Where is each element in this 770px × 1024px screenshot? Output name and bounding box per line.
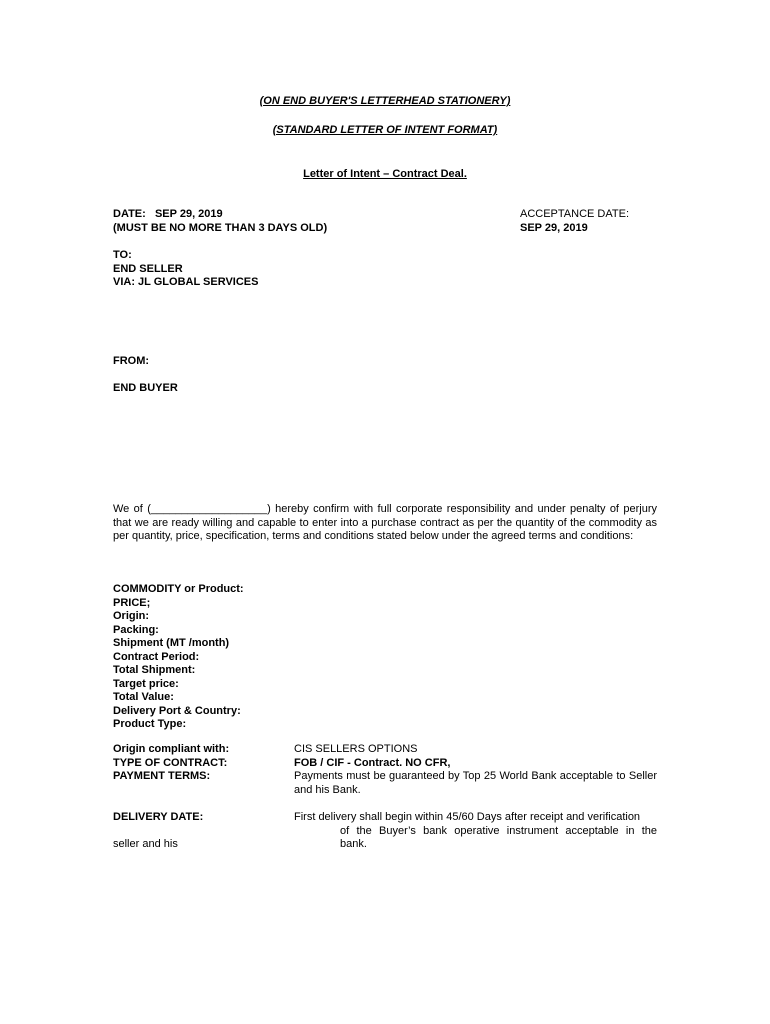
contract-type-value: FOB / CIF - Contract. NO CFR,	[294, 756, 451, 769]
to-block	[113, 249, 258, 290]
field-target-price: Target price:	[113, 677, 179, 690]
field-total-shipment: Total Shipment:	[113, 664, 196, 676]
payment-terms-label: PAYMENT TERMS:	[113, 770, 211, 782]
from-name: END BUYER	[113, 382, 178, 394]
date-note: (MUST BE NO MORE THAN 3 DAYS OLD)	[113, 222, 328, 234]
intro-paragraph: We of (___________________) hereby confirm with full corporate responsibility and under penalty of perjury that we are ready willing and capable to enter into a purchase contract as per the quantity of the commodity as per quantity, price, specification, terms and conditions stated below under the agreed terms and conditions:	[113, 503, 657, 542]
terms-labels	[113, 743, 229, 784]
date-label: DATE:	[113, 208, 146, 220]
format-note: (STANDARD LETTER OF INTENT FORMAT)	[272, 124, 498, 136]
acceptance-date-label: ACCEPTANCE DATE:	[520, 208, 629, 220]
from-label: FROM:	[113, 355, 150, 367]
delivery-line-2: of the Buyer’s bank operative instrument acceptable in the	[340, 824, 657, 837]
acceptance-date-value: SEP 29, 2019	[520, 222, 588, 234]
field-commodity: COMMODITY or Product:	[113, 583, 244, 595]
field-packing: Packing:	[113, 623, 159, 636]
delivery-line-3: bank.	[340, 838, 367, 850]
date-value: SEP 29, 2019	[154, 208, 223, 220]
field-origin: Origin:	[113, 610, 150, 622]
field-contract-period: Contract Period:	[113, 650, 200, 663]
payment-terms-value: Payments must be guaranteed by Top 25 World Bank acceptable to Seller and his Bank.	[294, 770, 657, 796]
origin-compliant-value: CIS SELLERS OPTIONS	[294, 743, 418, 755]
date-line	[113, 208, 223, 220]
to-line: END SELLER	[113, 262, 183, 275]
document-title: Letter of Intent – Contract Deal.	[303, 168, 467, 180]
delivery-sub-label: seller and his	[113, 838, 178, 850]
delivery-line-1: First delivery shall begin within 45/60 Days after receipt and verification	[294, 811, 641, 823]
to-label: TO:	[113, 249, 132, 261]
field-price: PRICE;	[113, 596, 151, 609]
delivery-date-label: DELIVERY DATE:	[113, 811, 204, 823]
field-total-value: Total Value:	[113, 691, 174, 703]
field-shipment: Shipment (MT /month)	[113, 637, 230, 649]
contract-type-label: TYPE OF CONTRACT:	[113, 756, 228, 769]
field-delivery-port: Delivery Port & Country:	[113, 704, 241, 717]
letterhead-note: (ON END BUYER'S LETTERHEAD STATIONERY)	[259, 95, 511, 107]
field-product-type: Product Type:	[113, 718, 187, 730]
to-line: VIA: JL GLOBAL SERVICES	[113, 276, 259, 288]
field-list	[113, 583, 244, 732]
origin-compliant-label: Origin compliant with:	[113, 743, 230, 755]
